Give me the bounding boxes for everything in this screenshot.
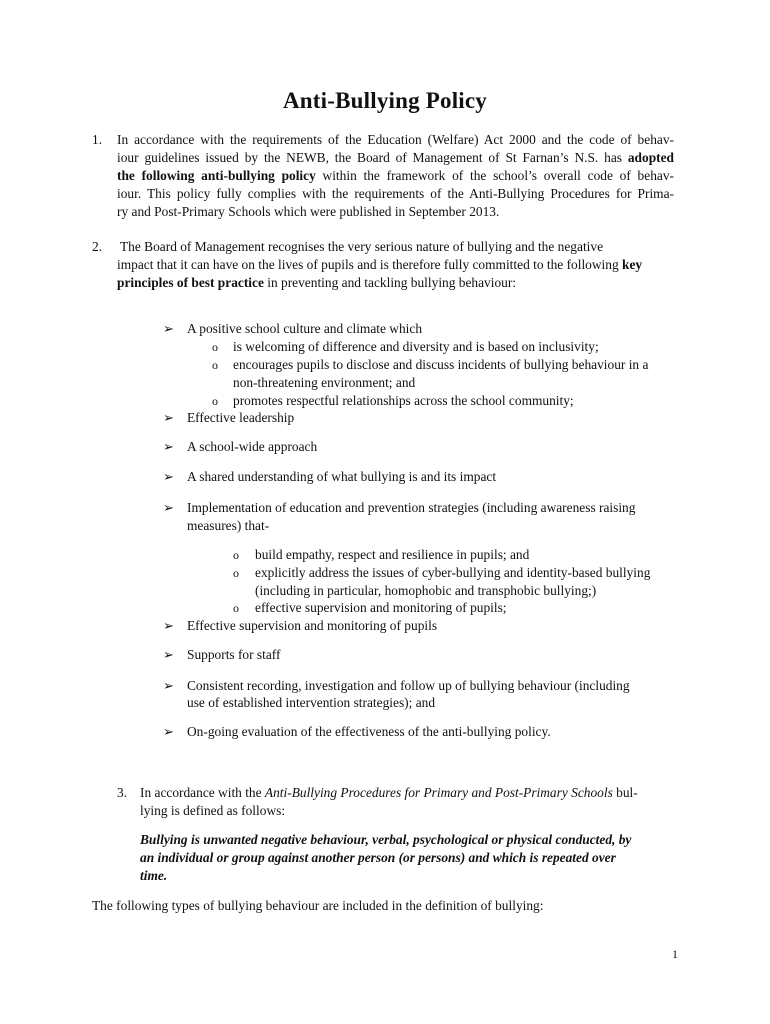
principle-item: Consistent recording, investigation and follow up of bullying behaviour (including [187,678,630,693]
definition-line: time. [140,868,168,883]
arrow-bullet-icon: ➢ [163,500,174,515]
definition-line: an individual or group against another person (or persons) and which is repeated over [140,850,616,865]
sub-item: is welcoming of difference and diversity and is based on inclusivity; [233,339,599,354]
sub-item: build empathy, respect and resilience in pupils; and [255,547,530,562]
item-3-number: 3. [117,785,128,800]
sub-bullet-icon: o [233,601,239,615]
sub-bullet-icon: o [233,548,239,562]
arrow-bullet-icon: ➢ [163,724,174,739]
item-1-line: ry and Post-Primary Schools which were published in September 2013. [117,204,500,219]
item-3-paragraph [140,784,670,820]
sub-item: effective supervision and monitoring of pupils; [255,600,507,615]
item-1-number: 1. [92,132,103,147]
item-1-line: the following anti-bullying policy within the framework of the school’s overall code of behav- [117,168,674,183]
sub-item: promotes respectful relationships across the school community; [233,393,574,408]
sub-item: explicitly address the issues of cyber-bullying and identity-based bullying [255,565,651,580]
arrow-bullet-icon: ➢ [163,469,174,484]
principle-item: A positive school culture and climate which [187,321,423,336]
closing-sentence: The following types of bullying behaviour are included in the definition of bullying: [92,898,544,913]
principle-item: Effective leadership [187,410,295,425]
arrow-bullet-icon: ➢ [163,618,174,633]
sub-item: encourages pupils to disclose and discuss incidents of bullying behaviour in a [233,357,649,372]
sub-bullet-icon: o [212,394,218,408]
sub-bullet-icon: o [212,340,218,354]
principle-item-continuation: measures) that- [187,518,270,533]
principle-item: On-going evaluation of the effectiveness of the anti-bullying policy. [187,724,551,739]
principle-item: Effective supervision and monitoring of pupils [187,618,438,633]
sub-item: (including in particular, homophobic and transphobic bullying;) [255,583,597,598]
sub-bullet-icon: o [233,566,239,580]
arrow-bullet-icon: ➢ [163,410,174,425]
sub-item: non-threatening environment; and [233,375,416,390]
arrow-bullet-icon: ➢ [163,321,174,336]
sub-bullet-icon: o [212,358,218,372]
principle-item: Implementation of education and prevention strategies (including awareness raising [187,500,636,515]
arrow-bullet-icon: ➢ [163,678,174,693]
arrow-bullet-icon: ➢ [163,647,174,662]
item-1-line: iour guidelines issued by the NEWB, the Board of Management of St Farnan’s N.S. has adopted [117,150,674,165]
item-2-number: 2. [92,239,103,254]
principle-item: A school-wide approach [187,439,318,454]
page-number: 1 [672,947,678,961]
principle-item: Supports for staff [187,647,281,662]
arrow-bullet-icon: ➢ [163,439,174,454]
item-2-line: principles of best practice in preventing and tackling bullying behaviour: [117,275,517,290]
definition-line: Bullying is unwanted negative behaviour, verbal, psychological or physical conducted, by [140,832,632,847]
item-1-line: In accordance with the requirements of the Education (Welfare) Act 2000 and the code of behav- [117,132,674,147]
item-2-paragraph [117,238,674,292]
item-2-line: impact that it can have on the lives of pupils and is therefore fully committed to the following key [117,257,643,272]
principle-item: A shared understanding of what bullying is and its impact [187,469,497,484]
page-title: Anti-Bullying Policy [283,88,487,113]
item-2-line: The Board of Management recognises the very serious nature of bullying and the negative [120,239,604,254]
item-1-paragraph [117,131,674,221]
bullying-definition [140,831,670,885]
item-1-line: iour. This policy fully complies with the requirements of the Anti-Bullying Procedures for Prima- [117,186,674,201]
item-3-line: lying is defined as follows: [140,803,286,818]
principle-item-continuation: use of established intervention strategies); and [187,695,436,710]
item-3-line: In accordance with the Anti-Bullying Procedures for Primary and Post-Primary Schools bul- [140,785,638,800]
